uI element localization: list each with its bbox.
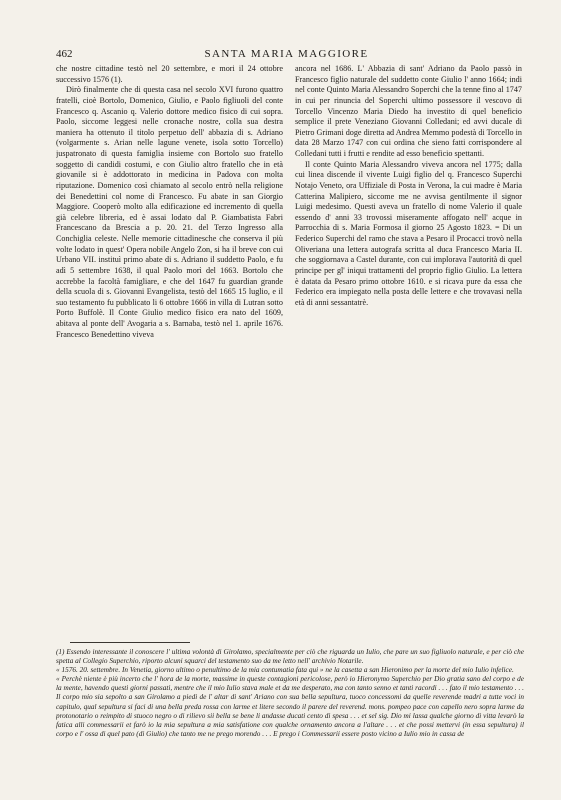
paragraph: ancora nel 1686. L' Abbazia di sant' Adriano da Paolo passò in Francesco figlio naturale del suddetto conte Giulio l' anno 1664; indi nel conte Quinto Maria Alessandro Soperchi che la tenne fino al 1747 in cui per rinuncia del Soperchi ultimo possessore il vescovo di Torcello Vincenzo Maria Diedo ha investito di quel beneficio semplice il prete Veneziano Giovanni Colledani; ed avvi ducale di Pietro Grimani doge diretta ad Andrea Memmo podestà di Torcello in data 28 Marzo 1747 con cui ordina che sieno fatti corrispondere al Colledani tutti i frutti e rendite ad esso beneficio spettanti. [295,64,522,158]
running-title: SANTA MARIA MAGGIORE [204,48,369,60]
body-columns [56,64,522,632]
footnote-paragraph: « Perchè niente è più incerto che l' hora de la morte, massime in queste contagioni pericolose, però io Hieronymo Superchio per Dio gratia sano del corpo e de la mente, havendo questi giorni passati, mentre che il mio Iulio stava male et da me desperato, ma con tanto senno et tanti racordi . . . fato il mio testamento . . . Il corpo mio sia sepolto a san Girolamo a piedi de l' altar di sant' Ariano con sua bella sepultura, tuoco concessomi da quelle reverende madri a tutte voci in capitulo, qual sepultura si faci di una bella preda rossa con larme et litere secondo il parere del reverend. mons. pompeo pace con capello nero sopra larme da protonotario o reimpito di stuoco negro o di rilievo sii bella se bene li andasse ducati cento di spesa . . . et sel sig. Dio mi lassa qualche giorno di vitta levarò la fatica alli commessarii et farò io la mia sepultura a mia satisfatione con qualche ornamento ancora a l'altare . . . et che possi mettervi (in essa sepultura) il corpo e l' ossa di quel pato (di Giulio) che tanto me ne prego morendo . . . E prego i Commessarii essere posto vicino a Iulio mio in cassa de [56,675,524,738]
footnote-paragraph: « 1576. 20. settembre. In Venetia, giorno ultimo o penultimo de la mia contumatia fata qui » ne la casetta a san Hieronimo per la morte del mio Iulio infelice. [56,666,514,675]
right-column [295,64,522,632]
page-header [56,48,517,62]
paragraph: che nostre cittadine testò nel 20 settembre, e mori il 24 ottobre successivo 1576 (1). [56,64,283,84]
paragraph: Il conte Quinto Maria Alessandro viveva ancora nel 1775; dalla cui linea discende il vivente Luigi figlio del q. Francesco Superchi Notajo Veneto, ora Uffiziale di Posta in Verona, la cui madre è Maria Catterina Malipiero, siccome me ne avvisa gentilmente il signor Luigi medesimo. Questi aveva un fratello di nome Valerio il quale essendo d' anni 33 trovossi miseramente affogato nell' acque in Parrocchia di s. Maria Formosa il giorno 25 Agosto 1823. = Di un Federico Superchi del ramo che stava a Pesaro il Procacci trovò nella Oliveriana una lettera autografa scritta al duca Francesco Maria II. che soggiornava a Castel durante, con cui implorava l'autorità di quel principe per gl' iniqui trattamenti del proprio figlio Giulio. La lettera è datata da Pesaro primo ottobre 1610. e si ricava pure da essa che Federico era impiegato nella posta delle lettere e che trovavasi nella età di anni sessantatrè. [295,159,522,307]
footnotes [56,648,524,788]
left-column [56,64,283,632]
page-number: 462 [56,48,73,60]
paragraph: Dirò finalmente che di questa casa nel secolo XVI furono quattro fratelli, cioè Bortolo, Domenico, Giulio, e Paolo figliuoli del conte Francesco q. Ascanio q. Valerio dottore medico fisico di cui sopra. Paolo, siccome leggesi nelle cronache nostre, colla sua destra maniera ha ottenuto il titolo perpetuo dell' abbazia di s. Adriano (volgarmente s. Arian nelle lagune venete, isola sotto Torcello) juspatronato di questa famiglia insieme con Bortolo suo fratello soggetto di candidi costumi, e con Giulio altro fratello che in età giovanile si è addottorato in medicina in Padova con molta riputazione. Domenico così chiamato al secolo entrò nella religione dei Benedettini col nome di Francesco. Fu abate in san Giorgio Maggiore. Cooperò molto alla edificazione ed incremento di quella già celebre libreria, ed è assai lodato dal P. Giambatista Fabri Francescano da Brescia a p. 20. 21. del Terzo Ingresso alla Conchiglia celeste. Nelle memorie cittadinesche che conserva il più volte lodato in quest' Opera nobile Angelo Zon, si ha il breve con cui Urbano VII. instituì primo abate di s. Adriano il suddetto Paolo, e fu adì 5 settembre 1638, il qual Paolo morì del 1663. Bortolo che accrebbe la facoltà famigliare, e che del 1647 fu guardian grande della scuola di s. Giovanni Evangelista, testò del 1665 15 luglio, e il suo testamento fu pubblicato li 6 ottobre 1666 in villa di Lutran sotto Porto Buffolè. Il Conte Giulio medico fisico era nato del 1609, abitava al ponte dell' Avogaria a s. Barnaba, testò nel 1. aprile 1676. Francesco Benedettino viveva [56,85,283,339]
footnote-paragraph: (1) Essendo interessante il conoscere l' ultima volontà di Girolamo, specialmente per ciò che riguarda un Iulio, che pare un suo figliuolo naturale, e per ciò che spetta al Collegio Superchio, riporto alcuni squarci del testamento suo da me letto nell' archivio Notarile. [56,648,524,666]
footnote-rule [70,642,190,643]
